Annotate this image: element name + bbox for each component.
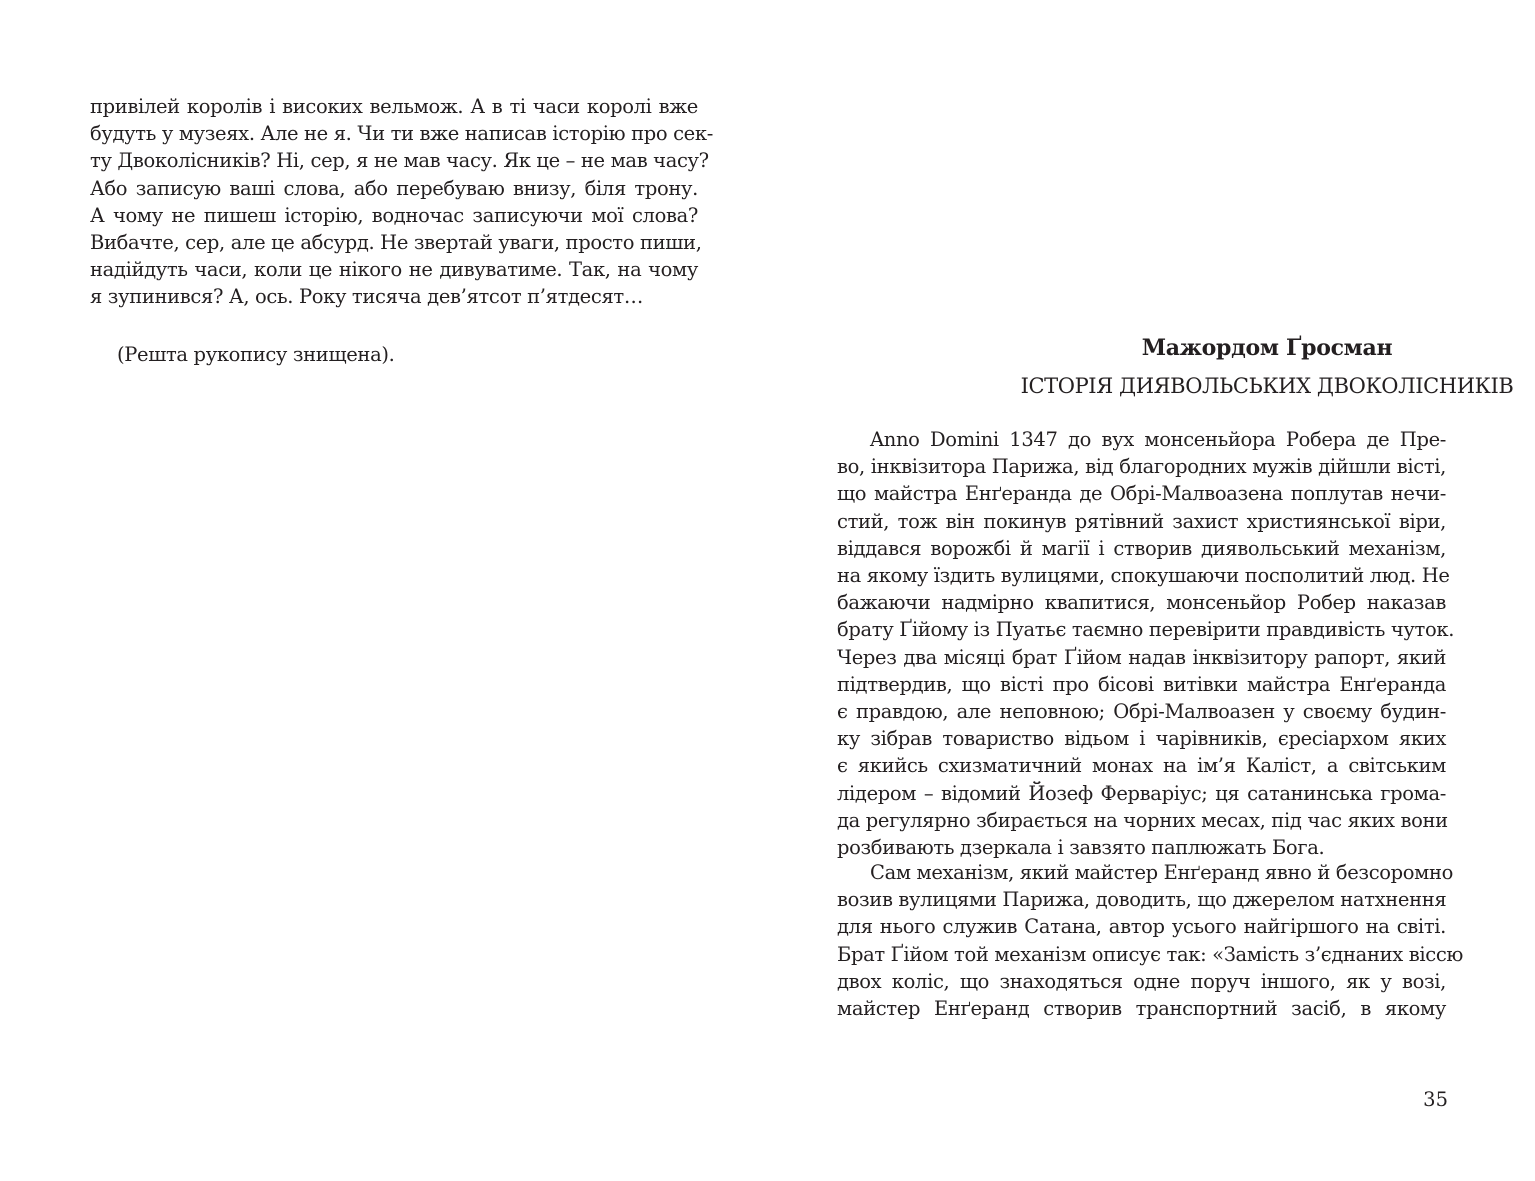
text-line: на якому їздить вулицями, спокушаючи посполитий люд. Не <box>837 564 1450 588</box>
paragraph-1 <box>837 426 1455 861</box>
text-line: ту Двоколісників? Ні, сер, я не мав часу. Як це – не мав часу? <box>90 149 709 173</box>
text-line: двох коліс, що знаходяться одне поруч іншого, як у возі, <box>837 969 1446 993</box>
text-line: Брат Ґійом той механізм описує так: «Замість з’єднаних віссю <box>837 942 1464 966</box>
text-line: будуть у музеях. Але не я. Чи ти вже написав історію про сек- <box>90 122 713 146</box>
text-line: да регулярно збирається на чорних месах, під час яких вони <box>837 808 1448 832</box>
chapter-title: ІСТОРІЯ ДИЯВОЛЬСЬКИХ ДВОКОЛІСНИКІВ <box>1020 374 1514 398</box>
text-line: стий, тож він покинув рятівний захист християнської віри, <box>837 509 1446 533</box>
text-line: Anno Domini 1347 до вух монсеньйора Робера де Пре- <box>870 428 1446 451</box>
left-page-text <box>90 93 713 311</box>
text-line: лідером – відомий Йозеф Ферваріус; ця сатанинська грома- <box>837 781 1446 805</box>
manuscript-note: (Решта рукопису знищена). <box>117 343 395 366</box>
text-line: бажаючи надмірно квапитися, монсеньйор Робер наказав <box>837 591 1446 615</box>
text-line: возив вулицями Парижа, доводить, що джерелом натхнення <box>837 888 1447 912</box>
text-line: во, інквізитора Парижа, від благородних мужів дійшли вісті, <box>837 455 1446 479</box>
text-line: розбивають дзеркала і завзято паплюжать Бога. <box>837 836 1325 860</box>
text-line: є правдою, але неповною; Обрі-Малвоазен у своєму будин- <box>837 700 1446 724</box>
text-line: надійдуть часи, коли це нікого не дивуватиме. Так, на чому <box>90 258 698 282</box>
text-line: Через два місяці брат Ґійом надав інквізитору рапорт, який <box>837 645 1446 669</box>
text-line: є якийсь схизматичний монах на ім’я Каліст, а світським <box>837 754 1446 778</box>
text-line: майстер Енґеранд створив транспортний засіб, в якому <box>837 997 1446 1021</box>
text-line: А чому не пишеш історію, водночас записуючи мої слова? <box>90 203 698 227</box>
text-line: привілей королів і високих вельмож. А в ті часи королі вже <box>90 95 698 118</box>
left-page <box>0 0 767 1181</box>
text-line: брату Ґійому із Пуатьє таємно перевірити правдивість чуток. <box>837 618 1455 642</box>
right-page <box>767 0 1535 1181</box>
page-number: 35 <box>1423 1088 1448 1111</box>
text-line: я зупинився? А, ось. Року тисяча дев’ятсот п’ятдесят… <box>90 285 643 309</box>
text-line: що майстра Енґеранда де Обрі-Малвоазена поплутав нечи- <box>837 482 1446 506</box>
text-line: Або записую ваші слова, або перебуваю внизу, біля трону. <box>90 176 698 200</box>
paragraph-2 <box>837 859 1464 1022</box>
text-line: підтвердив, що вісті про бісові витівки майстра Енґеранда <box>837 672 1446 696</box>
text-line: віддався ворожбі й магії і створив диявольський механізм, <box>837 536 1446 560</box>
text-line: для нього служив Сатана, автор усього найгіршого на світі. <box>837 915 1446 939</box>
text-line: Вибачте, сер, але це абсурд. Не звертай уваги, просто пиши, <box>90 231 702 255</box>
chapter-author: Мажордом Ґросман <box>1141 335 1393 361</box>
text-line: Сам механізм, який майстер Енґеранд явно й безсоромно <box>870 861 1454 884</box>
text-line: ку зібрав товариство відьом і чарівників, єресіархом яких <box>837 727 1446 751</box>
